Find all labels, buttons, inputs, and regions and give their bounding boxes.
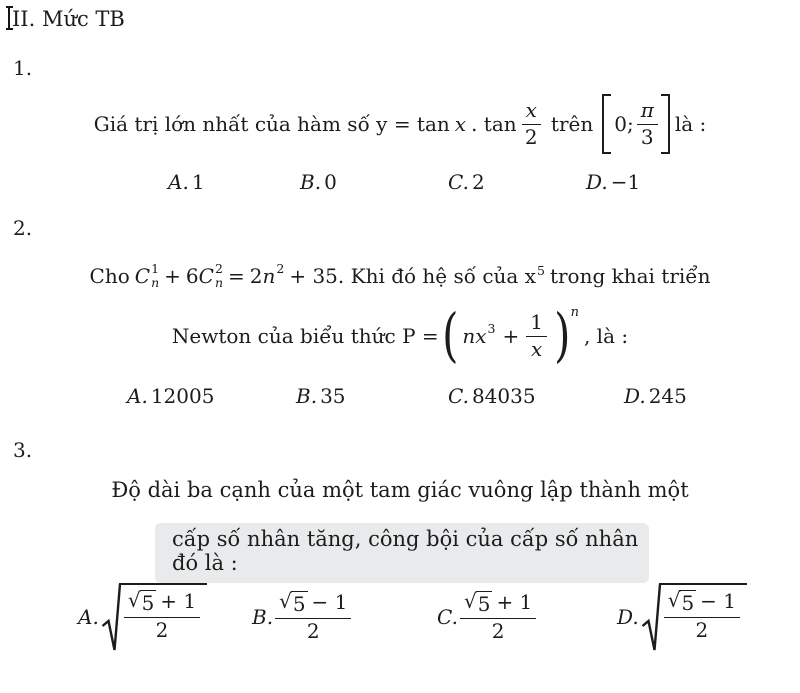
option-label: A. — [78, 605, 99, 629]
radicand: 5 — [292, 592, 306, 616]
radical-sign: √ — [667, 587, 681, 612]
fraction-denominator: 2 — [695, 617, 709, 642]
q2-text-after: , là : — [583, 324, 629, 348]
q2-option-a — [127, 384, 214, 408]
option-label: D. — [624, 384, 646, 408]
q1-var-x: x — [454, 112, 467, 136]
superscript: 2 — [276, 260, 285, 276]
radicand: 5 — [681, 590, 695, 615]
q2-binomial-c1 — [135, 262, 159, 291]
q1-text-3: trên — [550, 112, 594, 136]
numerator-rest: + 1 — [496, 590, 533, 614]
question-2-number: 2. — [13, 216, 33, 240]
q2-term-2n2 — [249, 260, 285, 288]
fraction-numerator — [124, 587, 200, 618]
binomial-indices — [151, 262, 159, 291]
q1-option-b — [300, 170, 337, 194]
left-paren-icon: ( — [441, 301, 459, 370]
question-2-options — [0, 384, 800, 412]
binomial-base: C — [134, 264, 151, 288]
fraction-numerator — [275, 591, 351, 619]
option-label: C. — [437, 605, 458, 629]
q2-text-3: trong khai triển — [549, 264, 711, 288]
right-bracket-icon — [661, 94, 670, 154]
question-1-number: 1. — [13, 56, 33, 80]
binomial-base: C — [198, 264, 214, 288]
q2-text-2 — [289, 264, 545, 288]
option-label: C. — [448, 170, 469, 194]
plus-sign: + — [502, 324, 520, 348]
q1-text-1: Giá trị lớn nhất của hàm số y = tan — [93, 112, 450, 136]
q3-option-b — [252, 578, 351, 656]
option-value: 84035 — [471, 384, 536, 408]
radicand: 5 — [141, 590, 155, 615]
coefficient: 2 — [249, 264, 263, 288]
q3-option-a — [78, 578, 207, 656]
fraction — [124, 587, 200, 642]
q2-text-1: Cho — [89, 264, 130, 288]
superscript: 5 — [536, 263, 545, 278]
option-label: B. — [252, 605, 274, 629]
fraction-denominator: 2 — [306, 619, 320, 643]
inner-square-root — [127, 587, 156, 615]
radical-sign: √ — [127, 587, 141, 612]
radical-sign: √ — [279, 589, 292, 613]
q1-interval-start: 0; — [614, 112, 634, 136]
option-label: A. — [127, 384, 148, 408]
question-2-prompt-line-2 — [0, 300, 800, 372]
q2-option-d — [624, 384, 687, 408]
q2-text-newton: Newton của biểu thức P = — [171, 324, 439, 348]
option-label: A. — [168, 170, 189, 194]
option-label: C. — [448, 384, 469, 408]
right-paren-icon: ) — [554, 301, 571, 370]
radical-sign-icon — [101, 580, 121, 654]
option-label: B. — [296, 384, 318, 408]
q2-binomial-6c2 — [186, 262, 223, 291]
question-2-prompt-line-1 — [0, 254, 800, 298]
fraction-numerator: x — [522, 99, 541, 125]
fraction-numerator: π — [637, 99, 658, 125]
radical-sign-icon — [641, 580, 661, 654]
q1-option-d — [586, 170, 640, 194]
option-value: 0 — [324, 170, 337, 194]
q2-option-c — [448, 384, 536, 408]
fraction-denominator: 2 — [155, 617, 169, 642]
question-3-highlight — [155, 523, 649, 583]
q2-power-expression — [441, 301, 579, 370]
fraction-denominator: 2 — [491, 619, 505, 643]
option-label: D. — [586, 170, 608, 194]
q2-equals-sign: = — [228, 264, 245, 288]
outer-square-root — [101, 580, 207, 654]
superscript: 2 — [214, 260, 223, 276]
q3-option-d — [617, 578, 747, 656]
question-3-prompt-line-2: cấp số nhân tăng, công bội của cấp số nhân đó là : — [172, 527, 639, 575]
radicand: 5 — [477, 592, 491, 616]
question-3-options — [0, 578, 800, 660]
option-value: 2 — [471, 170, 485, 194]
q1-fraction-pi-over-3 — [637, 99, 658, 149]
binomial-indices — [215, 262, 223, 291]
term-nx: nx — [462, 324, 487, 348]
question-3-prompt-line-1: Độ dài ba cạnh của một tam giác vuông lập thành một — [111, 478, 689, 502]
numerator-rest: − 1 — [311, 590, 348, 614]
outer-exponent: n — [570, 304, 579, 320]
inner-square-root — [464, 591, 492, 616]
left-bracket-icon — [602, 94, 611, 154]
q2-plus-sign: + — [164, 264, 181, 288]
q1-option-a — [168, 170, 205, 194]
outer-square-root — [641, 580, 747, 654]
question-3-number: 3. — [13, 438, 33, 462]
fraction — [460, 591, 536, 643]
q1-option-c — [448, 170, 485, 194]
option-value: 12005 — [150, 384, 215, 408]
radicand-content — [119, 583, 207, 642]
fraction-denominator: 3 — [640, 125, 654, 149]
question-1-prompt — [0, 90, 800, 158]
q1-fraction-x-over-2 — [522, 99, 541, 149]
variable-n: n — [262, 264, 276, 288]
coefficient: 6 — [185, 264, 199, 288]
option-value: 1 — [191, 170, 205, 194]
option-value: 35 — [320, 384, 346, 408]
q3-option-c — [437, 578, 536, 656]
text-cursor-icon — [8, 6, 10, 30]
inner-square-root — [279, 591, 307, 616]
option-label: D. — [617, 605, 639, 629]
option-value: −1 — [610, 170, 641, 194]
subscript: n — [151, 275, 160, 290]
radical-sign: √ — [463, 589, 477, 613]
fraction-denominator: x — [530, 337, 543, 361]
fraction — [275, 591, 351, 643]
superscript: 1 — [151, 260, 160, 276]
numerator-rest: − 1 — [700, 588, 737, 613]
question-1-options — [0, 170, 800, 198]
q1-text-2: . tan — [471, 112, 517, 136]
q1-text-4: là : — [674, 112, 707, 136]
q2-fraction-1-over-x — [526, 311, 547, 361]
q2-option-b — [296, 384, 346, 408]
fraction-numerator — [460, 591, 536, 619]
q1-interval-bracket — [602, 94, 670, 154]
fraction-numerator: 1 — [526, 311, 547, 337]
subscript: n — [214, 275, 223, 290]
fraction-denominator: 2 — [524, 125, 538, 149]
fraction — [664, 587, 740, 642]
radicand-content — [659, 583, 747, 642]
option-value: 245 — [648, 384, 687, 408]
section-heading-label: II. Mức TB — [12, 7, 125, 31]
superscript: 3 — [487, 320, 496, 336]
fraction-numerator — [664, 587, 740, 618]
option-label: B. — [300, 170, 322, 194]
numerator-rest: + 1 — [160, 588, 197, 613]
q2-text-2-body: + 35. Khi đó hệ số của x — [289, 264, 536, 288]
inner-square-root — [667, 587, 696, 615]
section-heading — [12, 7, 125, 31]
